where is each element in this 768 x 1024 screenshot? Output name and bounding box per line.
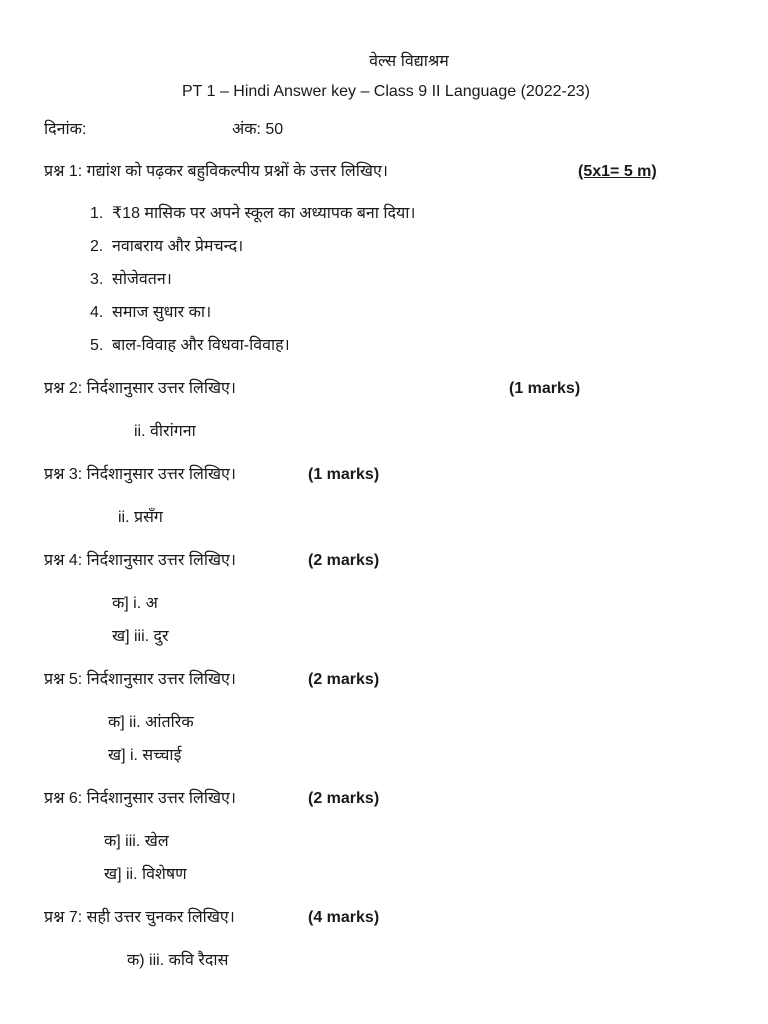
q6-marks: (2 marks) (308, 790, 380, 807)
list-item: 4. समाज सुधार का। (90, 304, 212, 321)
q4-title: प्रश्न 4: निर्दशानुसार उत्तर लिखिए। (44, 552, 236, 569)
q5-marks: (2 marks) (308, 671, 380, 688)
q1-title: प्रश्न 1: गद्यांश को पढ़कर बहुविकल्पीय प्रश्नों के उत्तर लिखिए। (44, 163, 388, 180)
q7-marks: (4 marks) (308, 909, 380, 926)
q4-answer-a: क] i. अ (112, 595, 158, 612)
q2-title: प्रश्न 2: निर्दशानुसार उत्तर लिखिए। (44, 380, 236, 397)
q6-answer-b: ख] ii. विशेषण (104, 866, 187, 883)
q2-marks: (1 marks) (509, 380, 581, 397)
q3-marks: (1 marks) (308, 466, 380, 483)
q7-answer-a: क) iii. कवि रैदास (127, 952, 229, 969)
q6-title: प्रश्न 6: निर्दशानुसार उत्तर लिखिए। (44, 790, 236, 807)
school-name: वेल्स विद्याश्रम (369, 53, 449, 70)
list-item: 3. सोजेवतन। (90, 271, 172, 288)
q5-answer-b: ख] i. सच्चाई (108, 747, 182, 764)
q3-answer: ii. प्रसँग (118, 509, 163, 526)
q1-marks: (5x1= 5 m) (578, 163, 657, 180)
date-label: दिनांक: (44, 121, 87, 138)
list-item: 5. बाल-विवाह और विधवा-विवाह। (90, 337, 290, 354)
total-marks: अंक: 50 (232, 121, 284, 138)
q5-answer-a: क] ii. आंतरिक (108, 714, 194, 731)
q2-answer: ii. वीरांगना (134, 423, 196, 440)
q4-answer-b: ख] iii. दुर (112, 628, 169, 645)
q5-title: प्रश्न 5: निर्दशानुसार उत्तर लिखिए। (44, 671, 236, 688)
list-item: 1. ₹18 मासिक पर अपने स्कूल का अध्यापक बना दिया। (90, 205, 416, 222)
q6-answer-a: क] iii. खेल (104, 833, 169, 850)
q4-marks: (2 marks) (308, 552, 380, 569)
q3-title: प्रश्न 3: निर्दशानुसार उत्तर लिखिए। (44, 466, 236, 483)
list-item: 2. नवाबराय और प्रेमचन्द। (90, 238, 244, 255)
document-subtitle: PT 1 – Hindi Answer key – Class 9 II Language (2022-23) (182, 83, 590, 100)
q7-title: प्रश्न 7: सही उत्तर चुनकर लिखिए। (44, 909, 235, 926)
q1-answer-list (90, 204, 415, 369)
